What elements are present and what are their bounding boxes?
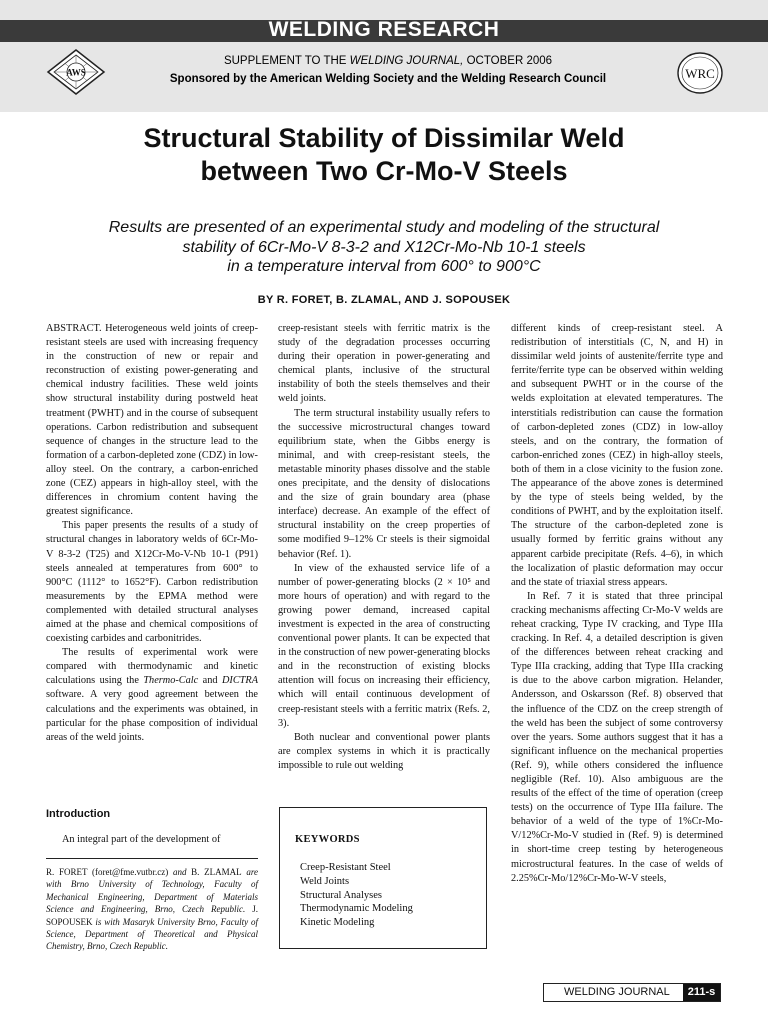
column-2 [278,322,490,773]
body-paragraph: In Ref. 7 it is stated that three principal cracking mechanisms affecting Cr-Mo-V welds are reheat cracking, Type IV cracking, and Type IIIa cracking. In Ref. 4, a detailed description is given of the differences between reheat cracking and Type IIIa cracking, adding that Type IIIa cracking is due to the above carbon migration. Helander, Andersson, and Oskarsson (Ref. 8) observed that the influence of the CDZ on the creep strength of the weld has been the subject of some controversy over the years. Some authors suggest that it has a significant influence on the mechanical properties (Ref. 9), while others considered the influence negligible (Ref. 10). Also ambiguous are the results of the effect of the time of operation (creep tests) on the occurrence of Type IIIa failure. The behavior of a weld of the type of 1%Cr-Mo-V/12%Cr-Mo-V studied in (Ref. 9) is determined in short-time creep testing by heterogeneous microstructural features. In the case of welds of 2.25%Cr-Mo/12%Cr-Mo-W-V steels, [511,590,723,884]
column-1 [46,322,258,745]
keyword-item: Structural Analyses [300,889,382,901]
author-affiliation: R. FORET (foret@fme.vutbr.cz) and B. ZLAMAL are with Brno University of Technology, Faculty of Mechanical Engineering, Department of Materials Science and Engineering, Brno, Czech Republic. J. SOPOUSEK is with Masaryk University Brno, Faculty of Science, Department of Theoretical and Physical Chemistry, Brno, Czech Republic. [46,867,258,952]
wrc-logo-text: WRC [685,66,715,81]
body-paragraph: different kinds of creep-resistant steel. A redistribution of interstitials (C, N, and H) in dissimilar weld joints of austenite/ferrite type and ferrite/ferrite type can be observed within welding and subsequent PWHT or in the course of the welds exploitation at elevated temperatures. The interstitials redistribution can cause the formation of carbon-depleted zones (CDZ) in low-alloy steels, and on the contrary, the formation of carbon-enriched zones (CEZ) in high-alloy steels, both of them in a close vicinity to the fusion zone. The appearance of the above zones is determined by the type of steels being welded, by the conditions of PWHT, and by the exploitation itself. The structure of the carbon-depleted zone is usually formed by ferritic grains without any apparent carbide precipitate (Refs. 4–6), in which the localization of plastic deformation may occur and the state of triaxial stress appears. [511,323,723,588]
article-subtitle: Results are presented of an experimental study and modeling of the structural stability of 6Cr-Mo-V 8-3-2 and X12Cr-Mo-Nb 10-1 steels in a temperature interval from 600° to 900°C [108,219,660,275]
section-title: WELDING RESEARCH [268,18,500,41]
keyword-item: Thermodynamic Modeling [300,903,413,915]
author-byline: BY R. FORET, B. ZLAMAL, AND J. SOPOUSEK [257,294,511,306]
sponsor-line: Sponsored by the American Welding Society and the Welding Research Council [169,73,607,85]
keywords-list [300,861,413,930]
article-title: Structural Stability of Dissimilar Weld between Two Cr-Mo-V Steels [143,123,625,186]
section-heading-introduction: Introduction [46,808,111,820]
body-paragraph: The term structural instability usually refers to the successive microstructural changes toward equilibrium state, when the Gibbs energy is minimal, and with creep-resistant steels, the metastable minority phases dissolve and the stable ones precipitate, and the density of dislocations and the size of grain boundary area (phase interface) decrease. An example of the effect of structural instability on the creep properties of some modified 9–12% Cr steels is their sigmoidal behavior (Ref. 1). [278,407,490,560]
aws-logo-text: AWS [66,67,86,78]
keyword-item: Creep-Resistant Steel [300,862,391,873]
aws-logo-icon [46,48,106,96]
wrc-logo-icon [676,50,724,96]
body-paragraph: creep-resistant steels with ferritic matrix is the study of the degradation processes occurring during their operation in power-generating and chemical plants, inclusive of the structural instability of both the steels themselves and their weld joints. [278,323,490,405]
keyword-item: Weld Joints [300,875,350,887]
page-number: 211-s [683,984,720,1001]
body-paragraph: Both nuclear and conventional power plants are complex systems in which it is practically impossible to rule out welding [278,731,490,771]
column-3 [511,322,723,886]
body-paragraph: In view of the exhausted service life of a number of power-generating blocks (2 × 10⁵ and more hours of operation) and with regard to the growing power demand, increased capital investment is expected in the area of constructing conventional power plants. It can be expected that in the construction of new power-generating blocks and in the reconstruction of existing blocks attention will focus on increasing their efficiency, which will entail continuous development of creep-resistant steels with a ferritic matrix (Refs. 2, 3). [278,562,490,729]
body-paragraph: The results of experimental work were compared with thermodynamic and kinetic calculations using the Thermo-Calc and DICTRA software. A very good agreement between the calculations and the experiments was obtained, in particular for the phase composition of individual areas of the weld joints. [46,647,258,743]
keyword-item: Kinetic Modeling [300,917,375,929]
body-paragraph: This paper presents the results of a study of structural changes in laboratory welds of 6Cr-Mo-V 8-3-2 (T25) and X12Cr-Mo-V-Nb 10-1 (P91) steels annealed at temperatures from 600° to 900°C (1112° to 1652°F). Carbon redistribution measurements by the EPMA method were complemented with detailed structural analyses aimed at the phase and chemical compositions of coexisting carbides and carbonitrides. [46,520,258,645]
body-paragraph: An integral part of the development of [62,834,221,845]
footer-journal-name: WELDING JOURNAL [564,986,670,998]
footnote-divider [46,858,258,859]
supplement-line: SUPPLEMENT TO THE WELDING JOURNAL, OCTOBER 2006 [223,55,553,67]
abstract-paragraph: ABSTRACT. Heterogeneous weld joints of creep-resistant steels are used with increasing frequency in the construction of new or repair and reconstruction of existing power-generating and chemical industry facilities. These weld joints show structural instability during postweld heat treatment (PWHT) and in the course of subsequent operations. Carbon redistribution and subsequent sequence of changes in the structure lead to the formation of a carbon-depleted zone (CDZ) in low-alloy steel. On the contrary, a carbon-enriched zone (CEZ) appears in high-alloy steel, with the differences in chromium content having the greatest significance. [46,323,258,518]
keywords-title: KEYWORDS [295,834,360,845]
